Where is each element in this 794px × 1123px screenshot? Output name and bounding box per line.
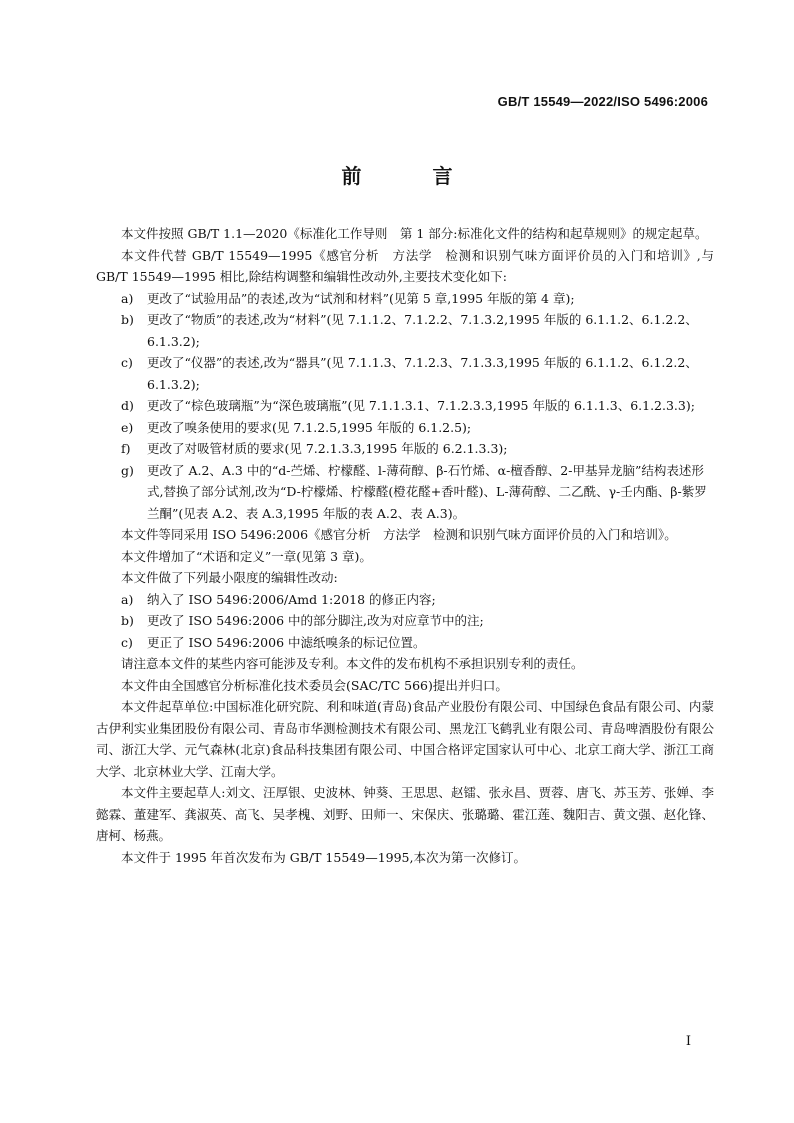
- page-title: 前 言: [341, 164, 485, 188]
- list-item: [96, 632, 714, 654]
- list-text: 更改了 A.2、A.3 中的“d-苎烯、柠檬醛、l-薄荷醇、β-石竹烯、α-檀香醇、2-甲基异龙脑”结构表述形式,替换了部分试剂,改为“D-柠檬烯、柠檬醛(橙花醛+香叶醛)、L-薄荷醇、二乙酰、γ-壬内酯、β-紫罗兰酮”(见表 A.2、表 A.3,1995 年版的表 A.2、表 A.3)。: [147, 462, 707, 521]
- list-text: 更改了嗅条使用的要求(见 7.1.2.5,1995 年版的 6.1.2.5);: [147, 419, 472, 435]
- paragraph-drafting-rules: 本文件按照 GB/T 1.1—2020《标准化工作导则 第 1 部分:标准化文件的结构和起草规则》的规定起草。: [121, 226, 708, 241]
- paragraph-editorial-changes: 本文件做了下列最小限度的编辑性改动:: [121, 570, 338, 585]
- list-text: 更改了“试验用品”的表述,改为“试剂和材料”(见第 5 章,1995 年版的第 4 章);: [147, 290, 575, 306]
- paragraph-identical-adoption: 本文件等同采用 ISO 5496:2006《感官分析 方法学 检测和识别气味方面评价员的入门和培训》。: [121, 527, 677, 542]
- list-item: [96, 352, 714, 395]
- list-item: [96, 395, 714, 417]
- list-item: [96, 438, 714, 460]
- list-label: a): [121, 290, 134, 306]
- list-text: 更改了“物质”的表述,改为“材料”(见 7.1.1.2、7.1.2.2、7.1.3.2,1995 年版的 6.1.1.2、6.1.2.2、6.1.3.2);: [147, 312, 698, 349]
- paragraph-history: 本文件于 1995 年首次发布为 GB/T 15549—1995,本次为第一次修订。: [121, 849, 526, 865]
- foreword-body: [96, 223, 714, 868]
- list-text: 更改了对吸管材质的要求(见 7.2.1.3.3,1995 年版的 6.2.1.3.3);: [147, 441, 508, 456]
- list-label: g): [121, 462, 134, 478]
- standard-code: GB/T 15549—2022/ISO 5496:2006: [497, 94, 708, 109]
- paragraph-proposer: 本文件由全国感官分析标准化技术委员会(SAC/TC 566)提出并归口。: [121, 677, 508, 693]
- page-number: I: [685, 1034, 691, 1049]
- list-text: 纳入了 ISO 5496:2006/Amd 1:2018 的修正内容;: [147, 591, 436, 607]
- paragraph-replaces: 本文件代替 GB/T 15549—1995《感官分析 方法学 检测和识别气味方面评价员的入门和培训》,与 GB/T 15549—1995 相比,除结构调整和编辑性改动外,主要技术变化如下:: [96, 247, 714, 284]
- list-item: [96, 288, 714, 310]
- list-label: d): [121, 398, 134, 413]
- paragraph-drafters: 本文件主要起草人:刘文、汪厚银、史波林、钟葵、王思思、赵镭、张永昌、贾蓉、唐飞、苏玉芳、张婵、李懿霖、董建军、龚淑英、高飞、吴孝槐、刘野、田师一、宋保庆、张璐璐、霍江莲、魏阳吉、黄文强、赵化锋、唐柯、杨燕。: [96, 785, 714, 843]
- list-label: c): [121, 355, 133, 370]
- list-item: [96, 589, 714, 611]
- list-label: f): [121, 441, 131, 456]
- list-text: 更改了“棕色玻璃瓶”为“深色玻璃瓶”(见 7.1.1.3.1、7.1.2.3.3,1995 年版的 6.1.1.3、6.1.2.3.3);: [147, 398, 695, 413]
- list-label: e): [121, 419, 134, 435]
- list-label: a): [121, 591, 134, 607]
- list-item: [96, 610, 714, 632]
- paragraph-added-chapter: 本文件增加了“术语和定义”一章(见第 3 章)。: [121, 548, 372, 564]
- paragraph-patent-notice: 请注意本文件的某些内容可能涉及专利。本文件的发布机构不承担识别专利的责任。: [121, 656, 584, 671]
- list-item: [96, 417, 714, 439]
- list-item: [96, 309, 714, 352]
- paragraph-drafting-units: 本文件起草单位:中国标准化研究院、利和味道(青岛)食品产业股份有限公司、中国绿色食品有限公司、内蒙古伊利实业集团股份有限公司、青岛市华测检测技术有限公司、黑龙江飞鹤乳业有限公司、青岛啤酒股份有限公司、浙江大学、元气森林(北京)食品科技集团有限公司、中国合格评定国家认可中心、北京工商大学、浙江工商大学、北京林业大学、江南大学。: [96, 699, 714, 779]
- list-text: 更正了 ISO 5496:2006 中滤纸嗅条的标记位置。: [147, 634, 426, 650]
- list-text: 更改了“仪器”的表述,改为“器具”(见 7.1.1.3、7.1.2.3、7.1.3.3,1995 年版的 6.1.1.2、6.1.2.2、6.1.3.2);: [147, 355, 698, 392]
- list-item: [96, 460, 714, 525]
- list-label: b): [121, 613, 134, 628]
- list-text: 更改了 ISO 5496:2006 中的部分脚注,改为对应章节中的注;: [147, 613, 484, 628]
- list-label: b): [121, 312, 134, 327]
- list-label: c): [121, 634, 133, 650]
